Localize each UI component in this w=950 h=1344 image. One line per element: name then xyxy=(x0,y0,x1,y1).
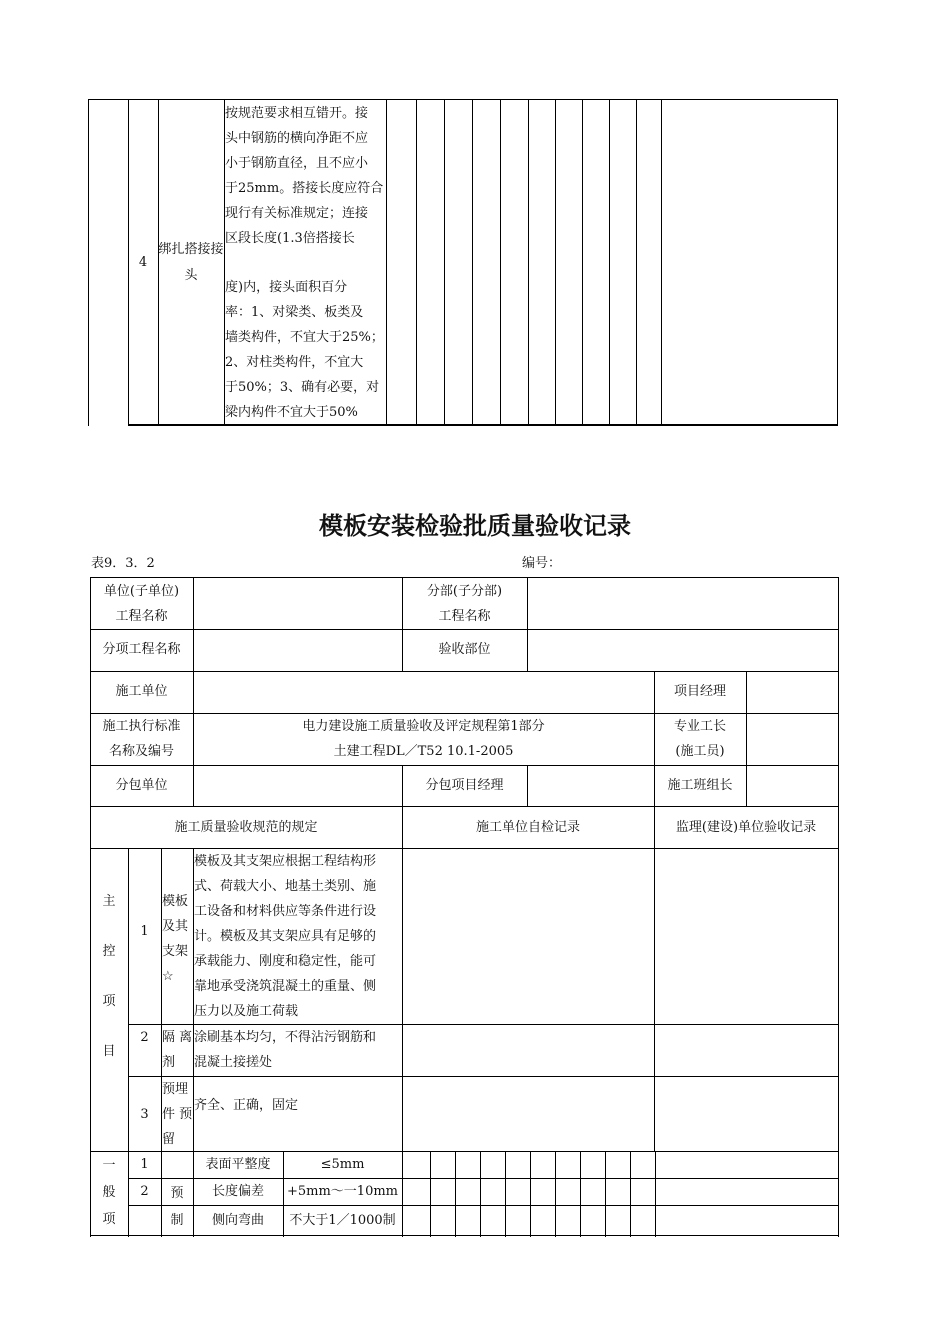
main-item-name: 模板 及其 支架 ☆ xyxy=(162,894,189,984)
acceptance-part-value[interactable] xyxy=(528,630,837,670)
general-item-number: 2 xyxy=(140,1184,149,1199)
unit-project-value[interactable] xyxy=(194,578,401,628)
prev-requirement-line: 小于钢筋直径，且不应小 xyxy=(225,156,369,171)
subcontractor-value[interactable] xyxy=(194,766,401,805)
prev-item-name: 绑扎搭接接头 xyxy=(158,242,224,283)
general-item-name: 侧向弯曲 xyxy=(211,1213,264,1228)
sub-project-value[interactable] xyxy=(528,578,837,628)
project-manager-label: 项目经理 xyxy=(673,684,726,699)
general-item-tolerance: ≤5mm xyxy=(320,1157,365,1172)
prev-requirement-line: 按规范要求相互错开。接 xyxy=(225,106,369,121)
main-item-number: 2 xyxy=(140,1030,149,1045)
sub-manager-label: 分包项目经理 xyxy=(425,778,504,793)
self-check-column-header: 施工单位自检记录 xyxy=(475,820,580,835)
prev-row-number: 4 xyxy=(138,255,148,270)
contractor-label: 施工单位 xyxy=(115,684,168,699)
foreman-label: 专业工长 (施工员) xyxy=(673,719,726,759)
prev-requirement-line: 头中钢筋的横向净距不应 xyxy=(225,131,369,146)
main-item-number: 3 xyxy=(140,1107,149,1122)
prev-requirement-line: 于50%；3、确有必要，对 xyxy=(225,380,380,395)
main-item-name: 隔 离 剂 xyxy=(162,1030,193,1070)
prev-requirement-line: 梁内构件不宜大于50% xyxy=(225,405,358,420)
supervision-column-header: 监理(建设)单位验收记录 xyxy=(675,820,817,835)
subcontractor-label: 分包单位 xyxy=(115,778,168,793)
prev-requirement-b xyxy=(225,275,390,425)
general-group-label: 预 制 xyxy=(170,1186,184,1228)
main-item-requirement: 涂刷基本均匀，不得沾污钢筋和 混凝土接搓处 xyxy=(194,1030,377,1070)
prev-requirement-line: 墙类构件，不宜大于25%； xyxy=(225,330,384,345)
main-control-label: 主 控 项 目 xyxy=(102,894,116,1059)
page-title: 模板安装检验批质量验收记录 xyxy=(319,512,631,540)
prev-requirement-line: 率：1、对梁类、板类及 xyxy=(225,305,364,320)
unit-project-label: 单位(子单位) 工程名称 xyxy=(103,584,180,624)
prev-requirement-line: 区段长度(1.3倍搭接长 xyxy=(225,231,355,246)
general-item-name: 长度偏差 xyxy=(211,1184,264,1199)
foreman-value[interactable] xyxy=(747,714,837,764)
acceptance-part-label: 验收部位 xyxy=(438,642,491,657)
main-item-requirement: 模板及其支架应根据工程结构形 式、荷载大小、地基土类别、施 工设备和材料供应等条件进行设 计。模板及其支架应具有足够的 承载能力、刚度和稳定性，能可 靠地承受浇筑混凝土的重量、侧 压力以及施工荷载 xyxy=(194,854,377,1019)
project-manager-value[interactable] xyxy=(747,672,837,712)
prev-requirement-line: 于25mm。搭接长度应符合 xyxy=(225,181,384,196)
general-item-number: 1 xyxy=(140,1157,149,1172)
prev-requirement-a xyxy=(225,101,390,251)
prev-requirement-line: 2、对柱类构件，不宜大 xyxy=(225,355,364,370)
prev-requirement-line: 现行有关标准规定；连接 xyxy=(225,206,369,221)
general-item-name: 表面平整度 xyxy=(205,1157,271,1172)
serial-number-label: 编号： xyxy=(522,556,562,571)
team-leader-value[interactable] xyxy=(747,766,837,805)
team-leader-label: 施工班组长 xyxy=(667,778,733,793)
general-item-tolerance: 不大于1／1000制 xyxy=(289,1213,396,1228)
standard-value: 电力建设施工质量验收及评定规程第1部分 土建工程DL／T52 10.1-2005 xyxy=(302,719,545,759)
contractor-value[interactable] xyxy=(194,672,653,712)
general-items-label: 一 般 项 xyxy=(102,1158,116,1227)
sub-project-label: 分部(子分部) 工程名称 xyxy=(426,584,503,624)
main-item-name: 预埋 件 预 留 xyxy=(162,1082,193,1147)
main-item-number: 1 xyxy=(140,924,149,939)
main-item-requirement: 齐全、正确，固定 xyxy=(194,1098,299,1113)
standard-label: 施工执行标准 名称及编号 xyxy=(102,719,181,759)
prev-requirement-line: 度)内，接头面积百分 xyxy=(225,280,348,295)
item-project-value[interactable] xyxy=(194,630,401,670)
spec-column-header: 施工质量验收规范的规定 xyxy=(174,820,318,835)
general-item-tolerance: +5mm～一10mm xyxy=(286,1184,398,1199)
item-project-label: 分项工程名称 xyxy=(102,642,181,657)
table-number: 表9．3．2 xyxy=(91,556,155,571)
sub-manager-value[interactable] xyxy=(528,766,653,805)
